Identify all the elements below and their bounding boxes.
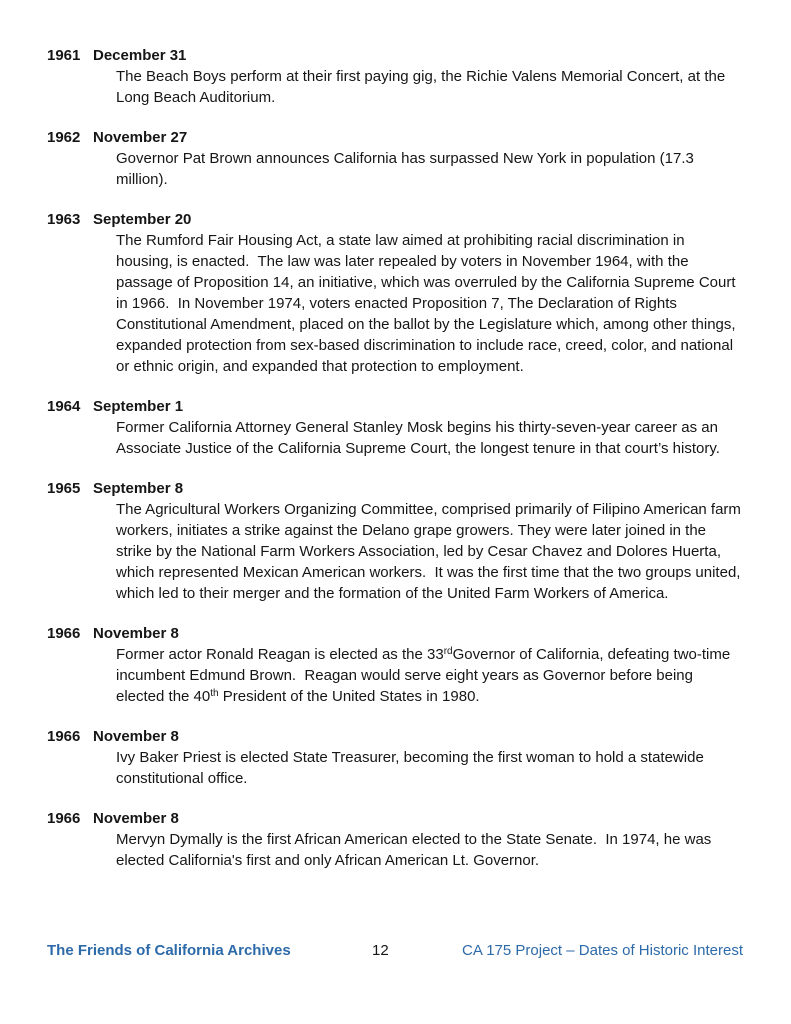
entry-year: 1963 <box>47 211 81 228</box>
entry-text-segment: President of the United States in 1980. <box>218 688 480 705</box>
timeline-entry <box>47 396 743 459</box>
entry-text-segment: Governor Pat Brown announces California has surpassed New York in population (17.3 million). <box>116 150 699 188</box>
entry-year: 1964 <box>47 398 81 415</box>
entry-year: 1966 <box>47 810 81 827</box>
entry-description <box>116 829 743 871</box>
entry-year: 1966 <box>47 728 81 745</box>
entry-text-segment: Governor of California, defeating two-time incumbent Edmund Brown. Reagan would serve eight years as Governor before being elected the 40 <box>116 646 735 705</box>
entry-heading <box>47 127 743 148</box>
footer-project-title: CA 175 Project – Dates of Historic Interest <box>462 942 743 959</box>
page-footer <box>47 940 743 961</box>
timeline-entry <box>47 623 743 707</box>
timeline-entry <box>47 45 743 108</box>
entry-text-segment: The Beach Boys perform at their first paying gig, the Richie Valens Memorial Concert, at the Long Beach Auditorium. <box>116 68 730 106</box>
entry-year: 1965 <box>47 480 81 497</box>
entry-heading <box>47 396 743 417</box>
entry-date: November 8 <box>93 625 179 642</box>
entry-date: September 8 <box>93 480 184 497</box>
entry-description <box>116 230 743 377</box>
entry-heading <box>47 726 743 747</box>
ordinal-superscript: rd <box>443 646 453 657</box>
entry-text-segment: Former California Attorney General Stanley Mosk begins his thirty-seven-year career as an Associate Justice of the California Supreme Court, the longest tenure in that court’s history. <box>116 419 722 457</box>
entry-description <box>116 644 743 707</box>
timeline-entry <box>47 726 743 789</box>
entry-heading <box>47 478 743 499</box>
entry-heading <box>47 623 743 644</box>
entry-heading <box>47 808 743 829</box>
entry-description <box>116 747 743 789</box>
entry-date: September 1 <box>93 398 184 415</box>
entry-description <box>116 499 746 604</box>
entry-year: 1962 <box>47 129 81 146</box>
entry-text-segment: Ivy Baker Priest is elected State Treasurer, becoming the first woman to hold a statewide constitutional office. <box>116 749 708 787</box>
entry-text-segment: The Rumford Fair Housing Act, a state law aimed at prohibiting racial discrimination in housing, is enacted. The law was later repealed by voters in November 1964, with the passage of Proposition 14, an initiative, which was overruled by the California Supreme Court in 1966. In November 1974, voters enacted Proposition 7, The Declaration of Rights Constitutional Amendment, placed on the ballot by the Legislature which, among other things, expanded protection from sex-based discrimination to include race, creed, color, and national or ethnic origin, and expanded that protection to employment. <box>116 232 740 375</box>
footer-page-number: 12 <box>372 942 389 959</box>
timeline-entry <box>47 478 746 604</box>
entry-date: November 27 <box>93 129 188 146</box>
entry-date: December 31 <box>93 47 187 64</box>
entry-description <box>116 417 743 459</box>
entry-text-segment: Former actor Ronald Reagan is elected as the 33 <box>116 646 444 663</box>
entry-heading <box>47 45 743 66</box>
entry-text-segment: The Agricultural Workers Organizing Committee, comprised primarily of Filipino American farm workers, initiates a strike against the Delano grape growers. They were later joined in the strike by the National Farm Workers Association, led by Cesar Chavez and Dolores Huerta, which represented Mexican American workers. It was the first time that the two groups united, which led to their merger and the formation of the United Farm Workers of America. <box>116 501 746 602</box>
timeline-entry <box>47 808 743 871</box>
entry-date: November 8 <box>93 810 179 827</box>
entry-date: November 8 <box>93 728 179 745</box>
timeline-entry <box>47 209 743 377</box>
entry-description <box>116 148 743 190</box>
ordinal-superscript: th <box>210 688 219 699</box>
entry-date: September 20 <box>93 211 192 228</box>
entry-year: 1966 <box>47 625 81 642</box>
entry-year: 1961 <box>47 47 81 64</box>
timeline-entry <box>47 127 743 190</box>
entry-description <box>116 66 743 108</box>
entry-heading <box>47 209 743 230</box>
entry-text-segment: Mervyn Dymally is the first African American elected to the State Senate. In 1974, he was elected California's first and only African American Lt. Governor. <box>116 831 716 869</box>
footer-organization: The Friends of California Archives <box>47 942 291 959</box>
timeline-entries <box>47 45 746 890</box>
